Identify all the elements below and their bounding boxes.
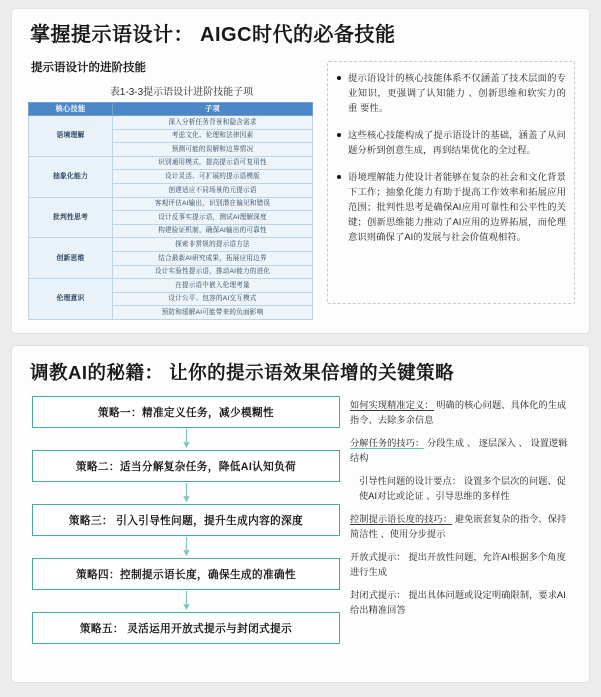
annotation-2: [350, 436, 575, 465]
annotations-column: [340, 396, 575, 644]
table-cell-item: 预测可能的误解和边界情况: [113, 143, 313, 157]
skills-table: [28, 102, 313, 320]
table-cell-category: 创新思维: [29, 238, 113, 279]
annotation-4: [350, 512, 575, 541]
flow-arrow-icon: [32, 428, 340, 450]
annotation-text: 提出具体问题或设定明确限制，要求AI给出精准回答: [350, 590, 566, 615]
annotation-6: [350, 588, 575, 617]
flow-arrow-icon: [32, 482, 340, 504]
table-header-row: [29, 103, 313, 116]
annotation-text: 设置多个层次的问题、促使AI对比或论证 、引导思维的多样性: [359, 476, 566, 501]
strategy-box-4[interactable]: 策略四：控制提示语长度，确保生成的准确性: [32, 558, 340, 590]
page-title-secondary: 调教AI的秘籍： 让你的提示语效果倍增的关键策略: [30, 362, 455, 383]
annotation-text: 明确的核心问题、具体化的生成指令、去除多余信息: [350, 400, 567, 425]
notes-panel: [327, 61, 575, 304]
notes-list: [334, 71, 566, 245]
annotation-5: [350, 550, 575, 579]
note-bullet: 这些核心技能构成了提示语设计的基础，涵盖了从问 题分析到创意生成，再到结果优化的全过程。: [348, 128, 566, 158]
strategy-box-5[interactable]: 策略五： 灵活运用开放式提示与封闭式提示: [32, 612, 340, 644]
table-cell-item: 识别通用模式，提高提示语可复用性: [113, 156, 313, 170]
table-block: [26, 59, 315, 320]
table-body: [29, 116, 313, 320]
table-cell-item: 预防和缓解AI可能带来的负面影响: [113, 306, 313, 320]
table-row: [29, 116, 313, 130]
annotation-lead: 引导性问题的设计要点：: [359, 476, 462, 487]
annotation-text: 避免嵌套复杂的指令、保持简洁性 、使用分步提示: [350, 514, 567, 539]
section-subheading: 提示语设计的进阶技能: [31, 62, 146, 74]
annotation-text: 提出开放性问题，允许AI根据多个角度进行生成: [350, 552, 566, 577]
annotation-lead: 控制提示语长度的技巧：: [350, 514, 453, 525]
table-row: [29, 238, 313, 252]
annotation-text: 分段生成 、 逐层深入 、 设置逻辑结构: [350, 438, 568, 463]
strategy-box-2[interactable]: 策略二：适当分解复杂任务，降低AI认知负荷: [32, 450, 340, 482]
table-cell-item: 考虑文化、伦理和法律因素: [113, 129, 313, 143]
strategy-box-1[interactable]: 策略一：精准定义任务，减少模糊性: [32, 396, 340, 428]
table-col-header-items: 子项: [113, 103, 313, 116]
table-cell-item: 客观评估AI输出，识别潜在偏见和错误: [113, 197, 313, 211]
annotation-lead: 如何实现精准定义：: [350, 400, 434, 411]
table-cell-item: 深入分析任务背景和隐含需求: [113, 116, 313, 130]
flow-arrow-icon: [32, 590, 340, 612]
page-title: 掌握提示语设计： AIGC时代的必备技能: [30, 24, 396, 46]
table-col-header-skill: 核心技能: [29, 103, 113, 116]
table-row: [29, 197, 313, 211]
annotation-lead: 分解任务的技巧：: [350, 438, 425, 449]
annotation-lead: 开放式提示：: [350, 552, 406, 563]
note-bullet: 提示语设计的核心技能体系不仅涵盖了技术层面的专 业知识，更强调了认知能力 、创新思维和软实力的重 要性。: [348, 71, 566, 116]
flowchart: [26, 396, 340, 644]
card-skills-body: [26, 59, 575, 320]
table-cell-item: 设计反事实提示语，测试AI理解深度: [113, 211, 313, 225]
note-bullet: 语境理解能力使设计者能够在复杂的社会和文化背景 下工作；抽象化能力有助于提高工作效率和拓展应用 范围；批判性思考是确保AI应用可靠性和公平性的关 键；创新思维能力推动了AI应用的边界拓展，而伦理 意识则确保了AI的发展与社会价值观相符。: [348, 170, 566, 245]
table-cell-item: 设计灵活、可扩展的提示语模版: [113, 170, 313, 184]
flow-arrow-icon: [32, 536, 340, 558]
table-caption: 表1-3-3提示语设计进阶技能子项: [109, 87, 254, 98]
annotation-1: [350, 398, 575, 427]
table-cell-category: 语境理解: [29, 116, 113, 157]
annotation-lead: 封闭式提示：: [350, 590, 406, 601]
table-cell-category: 抽象化能力: [29, 156, 113, 197]
table-cell-category: 伦理意识: [29, 279, 113, 320]
table-cell-item: 设计实验性提示语，推动AI能力的进化: [113, 265, 313, 279]
table-cell-item: 探索非常规的提示语方法: [113, 238, 313, 252]
card-strategies: [12, 346, 589, 682]
table-cell-item: 创建适应不同场景的元提示语: [113, 183, 313, 197]
table-cell-item: 构建验证机制，确保AI输出的可靠性: [113, 224, 313, 238]
table-cell-item: 结合最新AI研究成果，拓展应用边界: [113, 251, 313, 265]
table-cell-category: 批判性思考: [29, 197, 113, 238]
table-row: [29, 156, 313, 170]
strategies-body: [26, 396, 575, 644]
table-cell-item: 在提示语中嵌入伦理考量: [113, 279, 313, 293]
card-skills: [12, 9, 589, 333]
table-row: [29, 279, 313, 293]
table-cell-item: 设计公平、包容的AI交互模式: [113, 292, 313, 306]
annotation-3: [350, 474, 575, 503]
strategy-box-3[interactable]: 策略三： 引入引导性问题，提升生成内容的深度: [32, 504, 340, 536]
